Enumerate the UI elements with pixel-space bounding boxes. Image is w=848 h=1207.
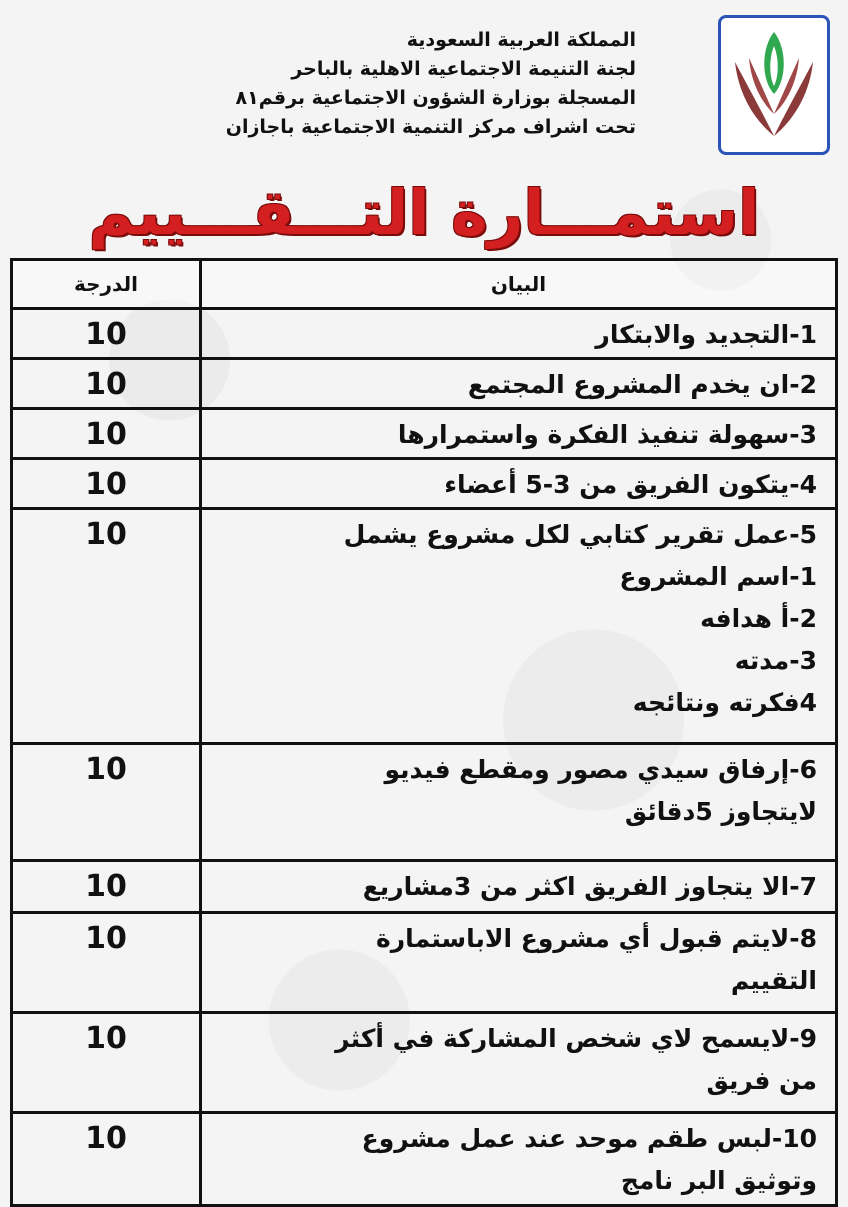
leaf-hands-logo-icon <box>721 18 827 152</box>
score-value: 10 <box>85 367 127 402</box>
description-line: 5-عمل تقرير كتابي لكل مشروع يشمل <box>343 520 817 549</box>
description-line: 1-التجديد والابتكار <box>595 320 817 349</box>
organization-logo <box>718 15 830 155</box>
row-description <box>201 913 837 1013</box>
row-score <box>12 1013 201 1113</box>
evaluation-table <box>10 258 838 1207</box>
table-row <box>12 359 837 409</box>
description-line: 3-مدته <box>734 646 817 675</box>
organization-info <box>206 26 636 142</box>
score-value: 10 <box>85 467 127 502</box>
column-header-description: البيان <box>201 260 837 309</box>
table-row <box>12 913 837 1013</box>
org-line-country: المملكة العربية السعودية <box>406 29 636 51</box>
row-description <box>201 309 837 359</box>
description-line: 8-لايتم قبول أي مشروع الاباستمارة <box>376 924 817 953</box>
page-header <box>0 0 848 175</box>
score-value: 10 <box>85 752 127 787</box>
description-line: 2-أ هدافه <box>700 604 817 633</box>
description-line: 6-إرفاق سيدي مصور ومقطع فيديو <box>384 755 817 784</box>
score-value: 10 <box>85 921 127 956</box>
description-line: 4-يتكون الفريق من 3-5 أعضاء <box>444 470 817 499</box>
description-line: 3-سهولة تنفيذ الفكرة واستمرارها <box>397 420 817 449</box>
description-line: 1-اسم المشروع <box>619 562 817 591</box>
row-score <box>12 359 201 409</box>
description-line: 4فكرته ونتائجه <box>632 688 817 717</box>
row-description <box>201 1113 837 1206</box>
row-score <box>12 409 201 459</box>
score-value: 10 <box>85 417 127 452</box>
description-line: التقييم <box>730 966 817 995</box>
table-row <box>12 861 837 913</box>
row-score <box>12 861 201 913</box>
row-description <box>201 409 837 459</box>
column-header-score: الدرجة <box>12 260 201 309</box>
row-description <box>201 744 837 861</box>
score-value: 10 <box>85 869 127 904</box>
row-score <box>12 509 201 744</box>
description-line: وتوثيق البر نامج <box>620 1166 817 1195</box>
score-value: 10 <box>85 1121 127 1156</box>
table-header-row <box>12 260 837 309</box>
table-row <box>12 1013 837 1113</box>
description-line: 10-لبس طقم موحد عند عمل مشروع <box>361 1124 817 1153</box>
row-description <box>201 509 837 744</box>
table-row <box>12 509 837 744</box>
description-line: من فريق <box>706 1066 817 1095</box>
row-description <box>201 459 837 509</box>
org-line-committee: لجنة التنيمة الاجتماعية الاهلية بالباحر <box>291 58 636 80</box>
description-line: لايتجاوز 5دقائق <box>624 797 817 826</box>
page-title: استمـــارة التـــقـــييم <box>88 176 760 249</box>
description-line: 7-الا يتجاوز الفريق اكثر من 3مشاريع <box>362 872 817 901</box>
table-row <box>12 744 837 861</box>
row-score <box>12 744 201 861</box>
row-score <box>12 1113 201 1206</box>
row-score <box>12 309 201 359</box>
row-description <box>201 861 837 913</box>
table-row <box>12 309 837 359</box>
org-line-supervision: تحت اشراف مركز التنمية الاجتماعية باجازان <box>225 116 636 138</box>
description-line: 2-ان يخدم المشروع المجتمع <box>467 370 817 399</box>
table-row <box>12 1113 837 1206</box>
row-score <box>12 459 201 509</box>
row-score <box>12 913 201 1013</box>
table-row <box>12 409 837 459</box>
description-line: 9-لايسمح لاي شخص المشاركة في أكثر <box>335 1024 817 1053</box>
row-description <box>201 359 837 409</box>
row-description <box>201 1013 837 1113</box>
score-value: 10 <box>85 317 127 352</box>
org-line-registration: المسجلة بوزارة الشؤون الاجتماعية برقم٨١ <box>235 87 636 109</box>
score-value: 10 <box>85 1021 127 1056</box>
score-value: 10 <box>85 517 127 552</box>
table-row <box>12 459 837 509</box>
